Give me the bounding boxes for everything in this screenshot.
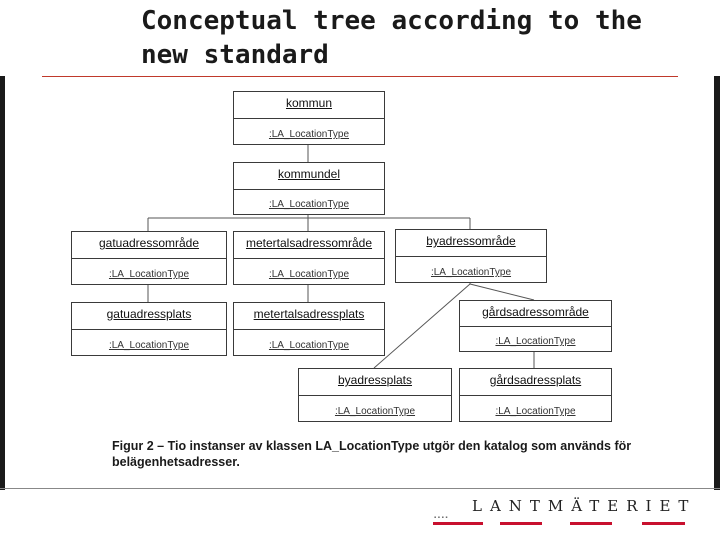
node-type: :LA_LocationType bbox=[268, 269, 350, 280]
node-gatuadressplats bbox=[71, 302, 227, 356]
node-name: kommundel bbox=[277, 167, 341, 181]
node-type: :LA_LocationType bbox=[108, 340, 190, 351]
node-name: gatuadressplats bbox=[106, 307, 192, 321]
node-type: :LA_LocationType bbox=[268, 340, 350, 351]
node-type: :LA_LocationType bbox=[268, 199, 350, 210]
figure-caption: Figur 2 – Tio instanser av klassen LA_LocationType utgör den katalog som används för belägenhetsadresser. bbox=[112, 439, 632, 469]
logo-bar bbox=[433, 522, 483, 525]
node-byadressplats bbox=[298, 368, 452, 422]
node-type: :LA_LocationType bbox=[334, 406, 416, 417]
scan-bottom-edge bbox=[0, 488, 720, 489]
node-name: gatuadressområde bbox=[98, 236, 200, 250]
node-type: :LA_LocationType bbox=[430, 267, 512, 278]
node-name: gårdsadressplats bbox=[489, 373, 582, 387]
node-type: :LA_LocationType bbox=[108, 269, 190, 280]
node-metertalsadressomrade bbox=[233, 231, 385, 285]
node-kommun bbox=[233, 91, 385, 145]
node-name: byadressområde bbox=[426, 234, 516, 248]
node-gatuadressomrade bbox=[71, 231, 227, 285]
tiny-mark: ▪ ▪ ▪ ▪ bbox=[434, 515, 448, 521]
lantmateriet-logo: LANTMÄTERIET bbox=[472, 497, 697, 515]
edge-to-byadressplats bbox=[374, 284, 470, 368]
logo-bar bbox=[500, 522, 542, 525]
edge-to-gardsadressomrade bbox=[470, 284, 534, 300]
logo-bar bbox=[642, 522, 685, 525]
slide-title: Conceptual tree according to the new standard bbox=[141, 6, 642, 70]
node-gardsadressomrade bbox=[459, 300, 612, 352]
node-name: kommun bbox=[285, 96, 332, 110]
node-name: metertalsadressplats bbox=[253, 307, 365, 321]
node-name: byadressplats bbox=[337, 373, 413, 387]
node-type: :LA_LocationType bbox=[495, 406, 576, 417]
logo-bar bbox=[570, 522, 612, 525]
node-name: metertalsadressområde bbox=[245, 236, 373, 250]
node-name: gårdsadressområde bbox=[482, 305, 589, 319]
node-kommundel bbox=[233, 162, 385, 215]
node-metertalsadressplats bbox=[233, 302, 385, 356]
node-type: :LA_LocationType bbox=[495, 336, 576, 347]
node-gardsadressplats bbox=[459, 368, 612, 422]
node-type: :LA_LocationType bbox=[268, 129, 350, 140]
node-byadressomrade bbox=[395, 229, 547, 283]
